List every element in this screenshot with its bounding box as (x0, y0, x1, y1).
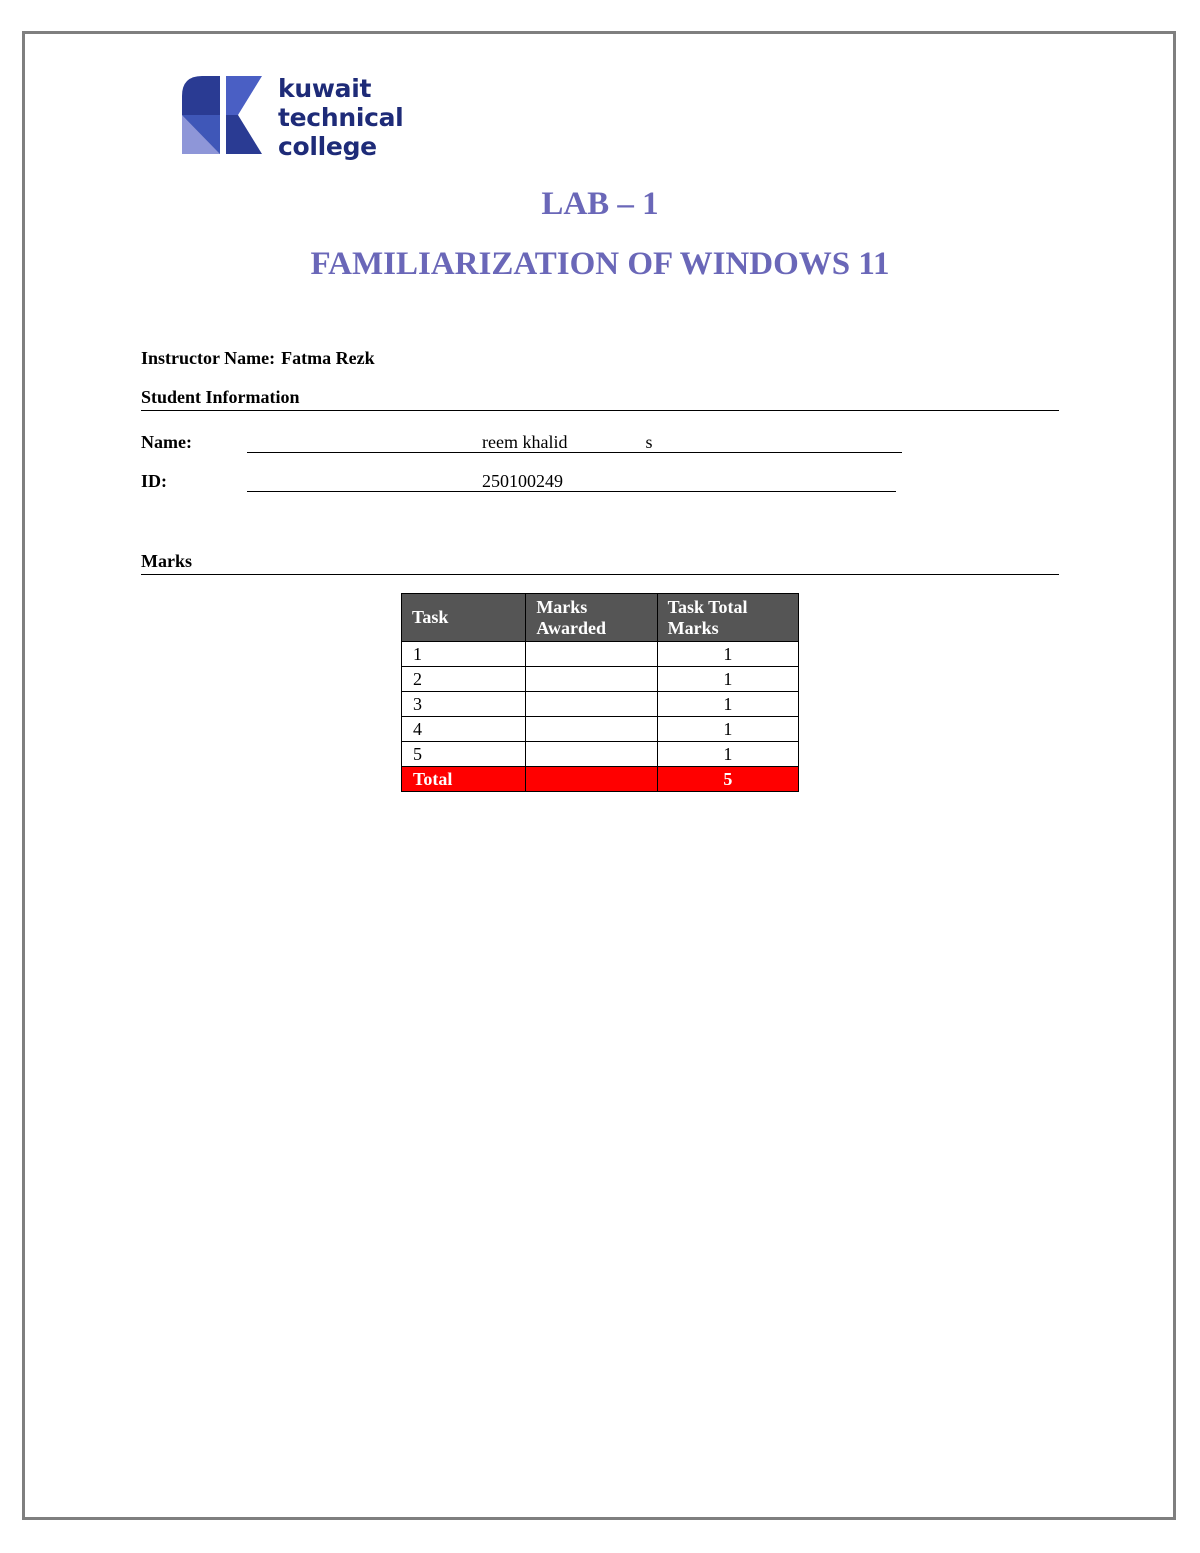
college-logo-text (278, 74, 403, 161)
total-row (402, 767, 799, 792)
task-cell: 2 (402, 667, 526, 692)
marks-awarded-cell[interactable] (526, 692, 657, 717)
total-marks-cell: 5 (657, 767, 798, 792)
id-value: 250100249 (482, 471, 563, 491)
marks-awarded-cell[interactable] (526, 667, 657, 692)
id-label: ID: (141, 471, 167, 491)
instructor-label: Instructor Name: (141, 348, 276, 368)
column-header-task: Task (402, 594, 526, 642)
name-value: reem khalid (482, 432, 568, 452)
instructor-line (141, 348, 375, 369)
id-field (247, 471, 896, 492)
name-blank-middle (567, 432, 645, 453)
task-cell: 3 (402, 692, 526, 717)
table-row (402, 742, 799, 767)
task-cell: 4 (402, 717, 526, 742)
name-blank-right (652, 432, 902, 453)
logo-line-college: college (278, 132, 377, 161)
total-awarded-cell[interactable] (526, 767, 657, 792)
table-row (402, 717, 799, 742)
marks-heading: Marks (141, 551, 1059, 575)
id-blank-right (563, 471, 896, 492)
marks-table (401, 593, 799, 792)
table-row (402, 667, 799, 692)
college-logo-mark (182, 76, 262, 154)
task-total-cell: 1 (657, 667, 798, 692)
logo-line-kuwait: kuwait (278, 74, 372, 103)
name-suffix: s (645, 432, 653, 452)
table-row (402, 692, 799, 717)
task-total-cell: 1 (657, 642, 798, 667)
task-total-cell: 1 (657, 742, 798, 767)
name-field (247, 432, 902, 453)
total-label-cell: Total (402, 767, 526, 792)
logo-line-technical: technical (278, 103, 404, 132)
name-label: Name: (141, 432, 192, 452)
id-blank-left (247, 471, 482, 492)
marks-table-header (402, 594, 799, 642)
task-total-cell: 1 (657, 717, 798, 742)
column-header-task-total-marks: Task Total Marks (657, 594, 798, 642)
table-row (402, 642, 799, 667)
student-information-heading: Student Information (141, 387, 1059, 411)
college-logo (182, 74, 422, 160)
marks-awarded-cell[interactable] (526, 642, 657, 667)
marks-awarded-cell[interactable] (526, 717, 657, 742)
column-header-marks-awarded: Marks Awarded (526, 594, 657, 642)
lab-title: LAB – 1 (541, 186, 659, 222)
marks-awarded-cell[interactable] (526, 742, 657, 767)
task-cell: 5 (402, 742, 526, 767)
document-title: FAMILIARIZATION OF WINDOWS 11 (310, 246, 890, 282)
instructor-name: Fatma Rezk (281, 348, 375, 368)
task-cell: 1 (402, 642, 526, 667)
task-total-cell: 1 (657, 692, 798, 717)
name-blank-left (247, 432, 482, 453)
